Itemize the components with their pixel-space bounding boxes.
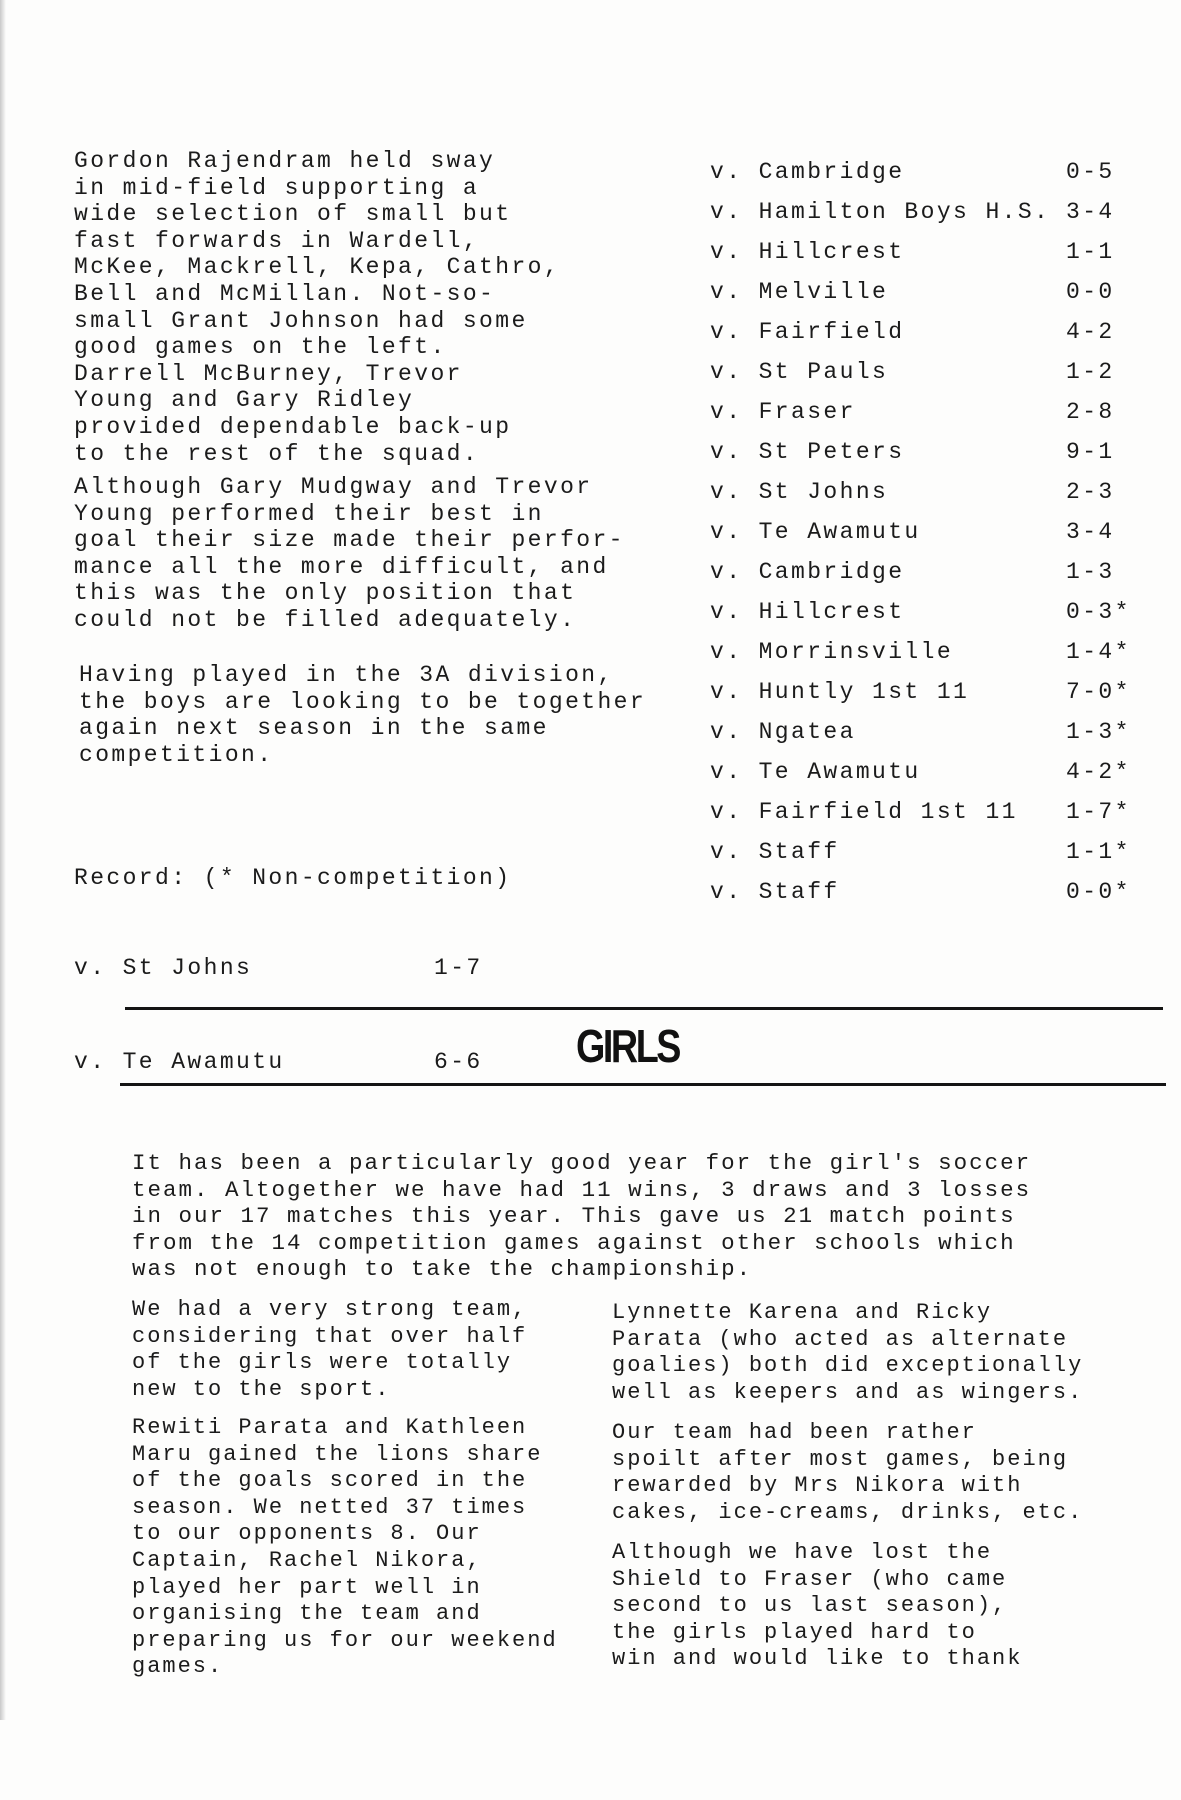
section-rule-top	[125, 1007, 1163, 1010]
text-line: the girls played hard to	[612, 1619, 977, 1645]
record-row	[74, 1042, 594, 1082]
result-score: 7-0*	[1066, 679, 1131, 705]
result-team: v. St Pauls	[710, 359, 889, 385]
text-line: We had a very strong team,	[132, 1297, 528, 1322]
record-team: v. St Johns	[74, 955, 253, 982]
result-score: 1-1*	[1066, 839, 1131, 865]
result-team: v. St Peters	[710, 439, 905, 465]
text-line: season. We netted 37 times	[132, 1494, 528, 1520]
result-score: 1-4*	[1066, 639, 1131, 665]
result-row	[710, 512, 1150, 552]
text-line: of the girls were totally	[132, 1350, 513, 1376]
girls-paragraph-shield	[612, 1540, 1022, 1673]
result-row	[710, 312, 1150, 352]
text-line: in mid-field supporting a	[74, 174, 480, 201]
text-line: goal their size made their perfor-	[74, 527, 625, 554]
result-row	[710, 472, 1150, 512]
text-line: Captain, Rachel Nikora,	[132, 1547, 482, 1573]
text-line: small Grant Johnson had some	[74, 307, 528, 334]
record-heading: Record: (* Non-competition)	[74, 865, 512, 892]
result-team: v. Cambridge	[710, 159, 905, 185]
text-line: from the 14 competition games against other schools which	[132, 1229, 1016, 1256]
result-row	[710, 432, 1150, 472]
result-team: v. Fairfield	[710, 319, 905, 345]
result-row	[710, 632, 1150, 672]
girls-intro-paragraph	[132, 1150, 1031, 1283]
text-line: the boys are looking to be together	[79, 688, 647, 715]
result-score: 3-4	[1066, 199, 1115, 225]
boys-record-left	[74, 812, 594, 1135]
text-line: Lynnette Karena and Ricky	[612, 1300, 993, 1325]
result-team: v. Hillcrest	[710, 239, 905, 265]
text-line: preparing us for our weekend	[132, 1627, 558, 1653]
result-score: 1-3*	[1066, 719, 1131, 745]
result-score: 0-0*	[1066, 879, 1131, 905]
text-line: win and would like to thank	[612, 1646, 1023, 1672]
record-row	[74, 948, 594, 988]
text-line: Our team had been rather	[612, 1420, 977, 1445]
result-score: 2-8	[1066, 399, 1115, 425]
text-line: Although Gary Mudgway and Trevor	[74, 474, 593, 500]
result-team: v. Te Awamutu	[710, 759, 921, 785]
boys-record-right	[710, 152, 1150, 912]
text-line: second to us last season),	[612, 1593, 1008, 1619]
text-line: cakes, ice-creams, drinks, etc.	[612, 1499, 1084, 1525]
boys-paragraph-division	[79, 662, 646, 768]
section-title-girls: GIRLS	[576, 1020, 679, 1072]
text-line: Shield to Fraser (who came	[612, 1566, 1008, 1592]
result-score: 2-3	[1066, 479, 1115, 505]
result-row	[710, 752, 1150, 792]
text-line: Parata (who acted as alternate	[612, 1326, 1069, 1352]
girls-paragraph-goalies	[612, 1300, 1083, 1406]
text-line: competition.	[79, 741, 274, 768]
result-team: v. Ngatea	[710, 719, 856, 745]
text-line: in our 17 matches this year. This gave us 21 match points	[132, 1203, 1016, 1229]
result-team: v. Melville	[710, 279, 889, 305]
result-row	[710, 792, 1150, 832]
result-row	[710, 192, 1150, 232]
text-line: could not be filled adequately.	[74, 606, 577, 633]
text-line: to the rest of the squad.	[74, 440, 480, 467]
text-line: Young performed their best in	[74, 500, 544, 527]
text-line: It has been a particularly good year for the girl's soccer	[132, 1150, 1032, 1176]
text-line: McKee, Mackrell, Kepa, Cathro,	[74, 254, 561, 281]
page-edge-shadow	[0, 0, 6, 1720]
result-score: 4-2*	[1066, 759, 1131, 785]
text-line: to our opponents 8. Our	[132, 1521, 482, 1547]
text-line: provided dependable back-up	[74, 413, 512, 440]
result-score: 4-2	[1066, 319, 1115, 345]
result-row	[710, 232, 1150, 272]
text-line: mance all the more difficult, and	[74, 553, 609, 580]
result-row	[710, 352, 1150, 392]
text-line: games.	[132, 1654, 224, 1680]
result-score: 1-1	[1066, 239, 1115, 265]
text-line: good games on the left.	[74, 334, 447, 361]
text-line: spoilt after most games, being	[612, 1446, 1069, 1472]
result-score: 1-2	[1066, 359, 1115, 385]
text-line: rewarded by Mrs Nikora with	[612, 1473, 1023, 1499]
text-line: Rewiti Parata and Kathleen	[132, 1415, 528, 1440]
text-line: Maru gained the lions share	[132, 1441, 543, 1467]
text-line: was not enough to take the championship.	[132, 1256, 753, 1282]
boys-paragraph-goalkeepers	[74, 474, 625, 634]
result-row	[710, 392, 1150, 432]
result-team: v. Fraser	[710, 399, 856, 425]
text-line: of the goals scored in the	[132, 1468, 528, 1494]
result-score: 3-4	[1066, 519, 1115, 545]
record-score: 1-7	[434, 955, 483, 982]
result-row	[710, 672, 1150, 712]
result-score: 0-5	[1066, 159, 1115, 185]
result-score: 0-3*	[1066, 599, 1131, 625]
result-row	[710, 832, 1150, 872]
result-team: v. Cambridge	[710, 559, 905, 585]
text-line: Although we have lost the	[612, 1540, 993, 1565]
record-score: 6-6	[434, 1048, 483, 1075]
section-rule-bottom	[120, 1083, 1166, 1086]
result-score: 1-7*	[1066, 799, 1131, 825]
text-line: considering that over half	[132, 1323, 528, 1349]
result-team: v. Morrinsville	[710, 639, 954, 665]
text-line: this was the only position that	[74, 580, 577, 607]
result-team: v. Hamilton Boys H.S.	[710, 199, 1051, 225]
result-team: v. St Johns	[710, 479, 889, 505]
result-row	[710, 552, 1150, 592]
text-line: Gordon Rajendram held sway	[74, 148, 496, 174]
text-line: Having played in the 3A division,	[79, 662, 614, 688]
result-score: 0-0	[1066, 279, 1115, 305]
result-team: v. Fairfield 1st 11	[710, 799, 1018, 825]
girls-paragraph-rewards	[612, 1420, 1083, 1526]
text-line: Bell and McMillan. Not-so-	[74, 280, 496, 307]
text-line: played her part well in	[132, 1574, 482, 1600]
result-team: v. Te Awamutu	[710, 519, 921, 545]
text-line: Young and Gary Ridley	[74, 387, 415, 414]
girls-paragraph-strong-team	[132, 1297, 527, 1403]
result-row	[710, 272, 1150, 312]
result-row	[710, 712, 1150, 752]
text-line: again next season in the same	[79, 715, 549, 742]
result-row	[710, 872, 1150, 912]
boys-paragraph-midfield	[74, 148, 560, 467]
result-row	[710, 592, 1150, 632]
result-score: 1-3	[1066, 559, 1115, 585]
result-team: v. Staff	[710, 879, 840, 905]
record-team: v. Te Awamutu	[74, 1048, 285, 1075]
girls-paragraph-goal-scorers	[132, 1415, 558, 1681]
text-line: team. Altogether we have had 11 wins, 3 draws and 3 losses	[132, 1176, 1032, 1203]
text-line: wide selection of small but	[74, 201, 512, 228]
result-row	[710, 152, 1150, 192]
text-line: organising the team and	[132, 1601, 482, 1627]
result-team: v. Staff	[710, 839, 840, 865]
text-line: fast forwards in Wardell,	[74, 227, 480, 254]
text-line: Darrell McBurney, Trevor	[74, 360, 463, 387]
result-team: v. Huntly 1st 11	[710, 679, 970, 705]
result-score: 9-1	[1066, 439, 1115, 465]
text-line: goalies) both did exceptionally	[612, 1353, 1084, 1379]
text-line: well as keepers and as wingers.	[612, 1379, 1084, 1405]
result-team: v. Hillcrest	[710, 599, 905, 625]
text-line: new to the sport.	[132, 1376, 391, 1402]
